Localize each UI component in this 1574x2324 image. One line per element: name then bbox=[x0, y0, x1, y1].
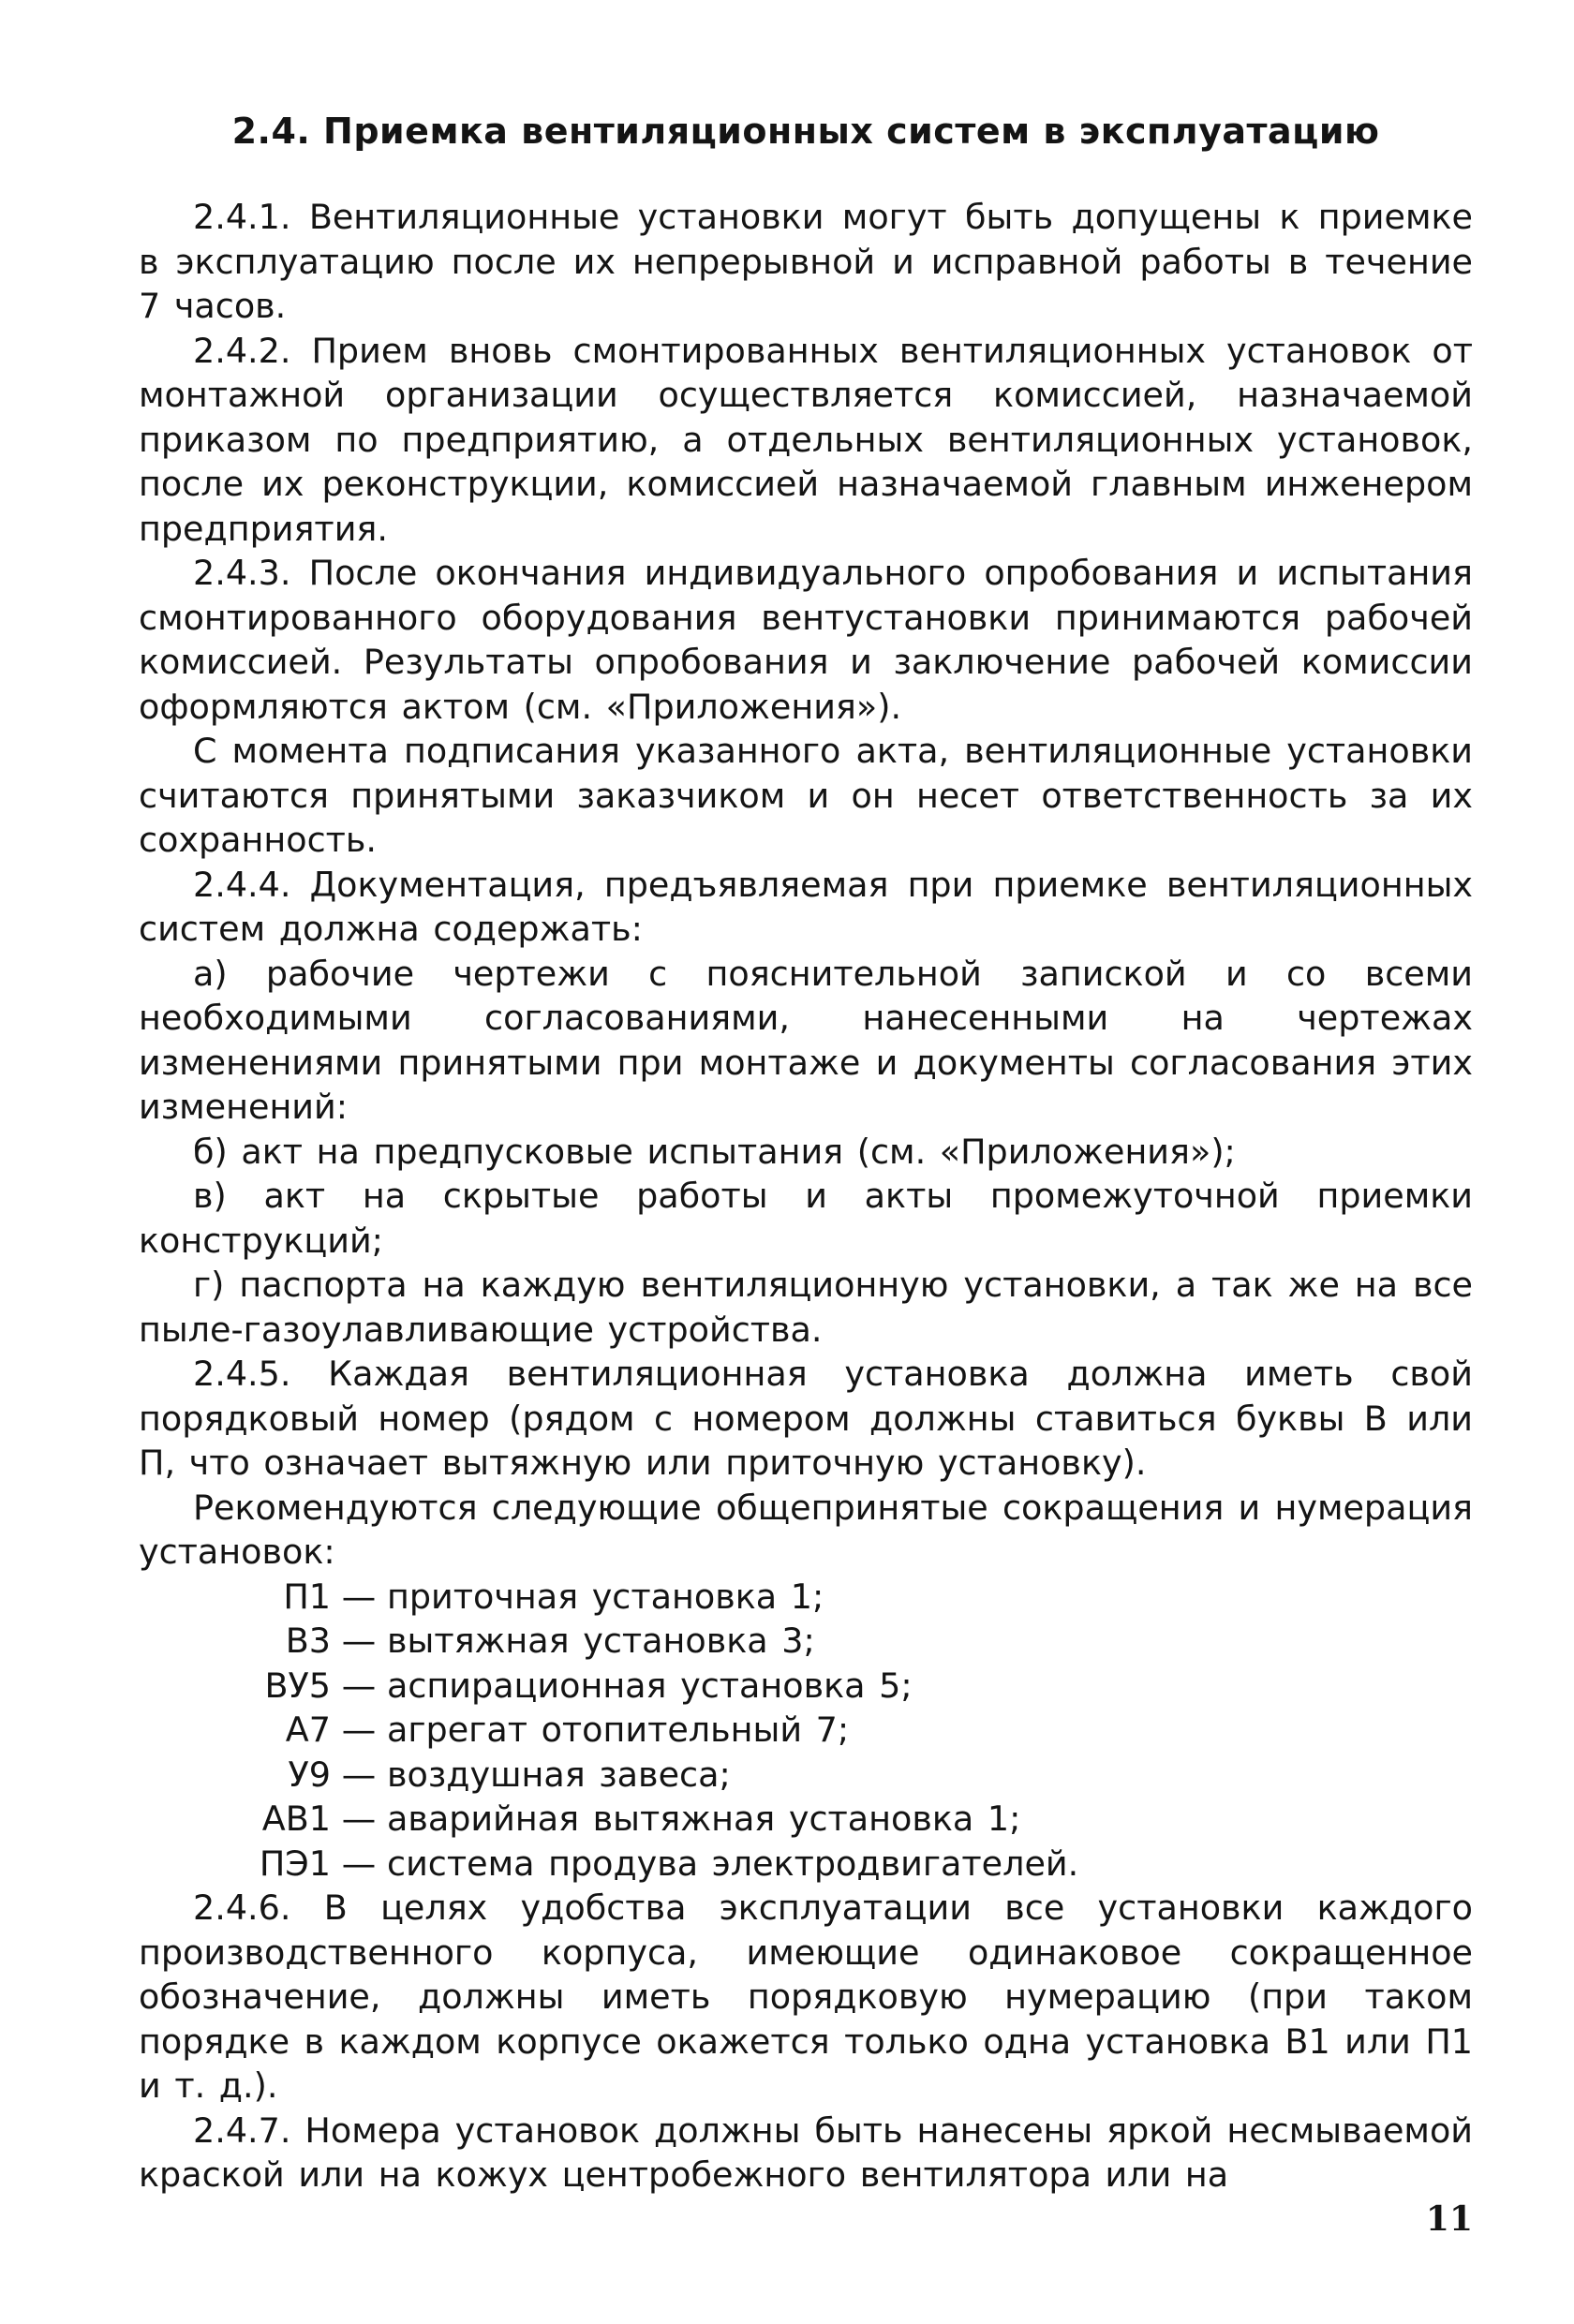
abbreviation-dash: — bbox=[341, 1710, 377, 1750]
abbreviation-description: приточная установка 1; bbox=[387, 1576, 824, 1617]
abbreviation-code: В3 bbox=[285, 1621, 331, 1661]
abbreviation-row bbox=[139, 1753, 1473, 1798]
paragraph-2-4-6: 2.4.6. В целях удобства эксплуатации все установки каждого производственного корпуса, имеющие одинаковое сокращенное обозначение, должны иметь порядковую нумерацию (при таком порядке в каждом корпусе окажется только одна установка В1 или П1 и т. д.). bbox=[139, 1887, 1473, 2106]
abbreviation-dash: — bbox=[341, 1665, 377, 1706]
abbreviation-description: агрегат отопительный 7; bbox=[387, 1710, 850, 1750]
paragraph-2-4-7: 2.4.7. Номера установок должны быть нанесены яркой несмываемой краской или на кожух центробежного вентилятора или на bbox=[139, 2109, 1473, 2195]
abbreviation-description: воздушная завеса; bbox=[387, 1754, 731, 1795]
abbreviation-code: ПЭ1 bbox=[259, 1843, 331, 1884]
abbreviation-row bbox=[139, 1708, 1473, 1753]
abbreviation-list bbox=[139, 1575, 1473, 1887]
abbreviation-description: система продува электродвигателей. bbox=[387, 1843, 1079, 1884]
abbreviation-row bbox=[139, 1797, 1473, 1842]
paragraph-2-4-3: 2.4.3. После окончания индивидуального опробования и испытания смонтированного оборудования вентустановки принимаются рабочей комиссией. Результаты опробования и заключение рабочей комиссии оформляются актом (см. «Приложения»). bbox=[139, 553, 1473, 727]
list-item-v: в) акт на скрытые работы и акты промежуточной приемки конструкций; bbox=[139, 1176, 1473, 1261]
paragraph-2-4-1: 2.4.1. Вентиляционные установки могут быть допущены к приемке в эксплуатацию после их непрерывной и исправной работы в течение 7 часов. bbox=[139, 197, 1473, 326]
paragraph-acceptance-act: С момента подписания указанного акта, вентиляционные установки считаются принятыми заказчиком и он несет ответственность за их сохранность. bbox=[139, 731, 1473, 860]
list-item-a: а) рабочие чертежи с пояснительной запиской и со всеми необходимыми согласованиями, нанесенными на чертежах изменениями принятыми при монтаже и документы согласования этих изменений: bbox=[139, 953, 1473, 1127]
abbreviation-description: аварийная вытяжная установка 1; bbox=[387, 1799, 1021, 1839]
abbreviation-row bbox=[139, 1575, 1473, 1620]
abbreviation-dash: — bbox=[341, 1799, 377, 1839]
abbreviation-dash: — bbox=[341, 1754, 377, 1795]
abbreviation-description: аспирационная установка 5; bbox=[387, 1665, 913, 1706]
abbreviation-code: П1 bbox=[283, 1576, 331, 1617]
abbreviation-code: ВУ5 bbox=[264, 1665, 331, 1706]
paragraph-2-4-5: 2.4.5. Каждая вентиляционная установка должна иметь свой порядковый номер (рядом с номером должны ставиться буквы В или П, что означает вытяжную или приточную установку). bbox=[139, 1354, 1473, 1483]
paragraph-2-4-4: 2.4.4. Документация, предъявляемая при приемке вентиляционных систем должна содержать: bbox=[139, 864, 1473, 949]
abbreviation-row bbox=[139, 1842, 1473, 1887]
section-heading: 2.4. Приемка вентиляционных систем в эксплуатацию bbox=[231, 111, 1380, 152]
document-page bbox=[139, 111, 1473, 2198]
abbreviation-row bbox=[139, 1664, 1473, 1709]
abbreviation-dash: — bbox=[341, 1576, 377, 1617]
paragraph-2-4-2: 2.4.2. Прием вновь смонтированных вентиляционных установок от монтажной организации осуществляется комиссией, назначаемой приказом по предприятию, а отдельных вентиляционных установок, после их реконструкции, комиссией назначаемой главным инженером предприятия. bbox=[139, 330, 1473, 549]
abbreviation-code: У9 bbox=[288, 1754, 331, 1795]
abbreviation-dash: — bbox=[341, 1843, 377, 1884]
abbreviation-dash: — bbox=[341, 1621, 377, 1661]
paragraph-abbreviations-intro: Рекомендуются следующие общепринятые сокращения и нумерация установок: bbox=[139, 1487, 1473, 1572]
abbreviation-description: вытяжная установка 3; bbox=[387, 1621, 815, 1661]
list-item-g: г) паспорта на каждую вентиляционную установки, а так же на все пыле-газоулавливающие устройства. bbox=[139, 1265, 1473, 1350]
abbreviation-code: АВ1 bbox=[261, 1799, 331, 1839]
abbreviation-code: А7 bbox=[285, 1710, 331, 1750]
abbreviation-row bbox=[139, 1619, 1473, 1664]
page-number: 11 bbox=[1425, 2199, 1473, 2239]
list-item-b: б) акт на предпусковые испытания (см. «Приложения»); bbox=[193, 1131, 1236, 1172]
